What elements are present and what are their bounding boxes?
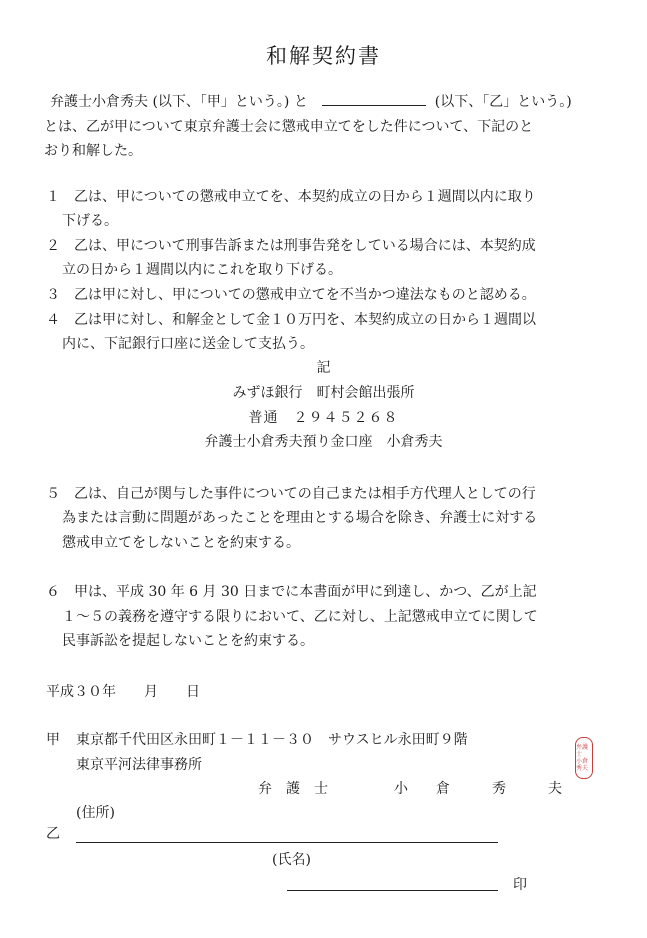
bank-account: 普通 ２９４５２６８ [248, 410, 399, 426]
clause-2-line-2: 立の日から１週間以内にこれを取り下げる。 [62, 262, 342, 278]
clause-6-line-1: ６ 甲は、平成 30 年 6 月 30 日までに本書面が甲に到達し、かつ、乙が上記 [46, 584, 537, 600]
clause-5-line-2: 為または言動に問題があったことを理由とする場合を除き、弁護士に対する [62, 510, 538, 526]
party-a-role: 弁 護 士 [258, 781, 328, 797]
clause-4-line-1: ４ 乙は甲に対し、和解金として金１０万円を、本契約成立の日から１週間以 [46, 312, 536, 328]
clause-4-line-2: 内に、下記銀行口座に送金して支払う。 [62, 336, 314, 352]
party-a-name: 小 倉 秀 夫 [394, 781, 562, 797]
intro-line-1 [50, 92, 572, 112]
party-b-stamp-mark: 印 [513, 877, 527, 893]
party-b-address-label: (住所) [76, 805, 115, 821]
bank-account-holder: 弁護士小倉秀夫預り金口座 小倉秀夫 [204, 434, 443, 450]
party-a-label: 甲 [46, 732, 60, 748]
party-b-label: 乙 [46, 826, 60, 842]
intro-party-b-text: (以下、「乙」という。) [434, 94, 572, 110]
clause-2-line-1: ２ 乙は、甲について刑事告訴または刑事告発をしている場合には、本契約成 [46, 238, 536, 254]
clause-3-line-1: ３ 乙は甲に対し、甲についての懲戒申立てを不当かつ違法なものと認める。 [46, 287, 536, 303]
bank-name: みずほ銀行 町村会館出張所 [232, 385, 415, 401]
party-b-name-blank [322, 105, 426, 106]
clause-1-line-2: 下げる。 [62, 213, 118, 229]
clause-5-line-3: 懲戒申立てをしないことを約束する。 [62, 535, 300, 551]
intro-line-2: とは、乙が甲について東京弁護士会に懲戒申立てをした件について、下記のと [44, 119, 534, 135]
party-a-office: 東京平河法律事務所 [76, 757, 202, 773]
clause-1-line-1: １ 乙は、甲についての懲戒申立てを、本契約成立の日から１週間以内に取り [46, 189, 536, 205]
document-title: 和解契約書 [266, 44, 381, 68]
clause-6-line-3: 民事訴訟を提起しないことを約束する。 [62, 633, 314, 649]
party-a-address: 東京都千代田区永田町１－１１－３０ サウスヒル永田町９階 [76, 732, 468, 748]
party-b-name-label: (氏名) [272, 852, 311, 868]
party-b-address-line [76, 842, 498, 843]
intro-party-a-text: 弁護士小倉秀夫 (以下、「甲」という。) と [50, 94, 308, 110]
intro-line-3: おり和解した。 [44, 143, 142, 159]
attorney-seal [575, 737, 593, 779]
ki-heading: 記 [316, 360, 331, 376]
clause-6-line-2: １～５の義務を遵守する限りにおいて、乙に対し、上記懲戒申立てに関して [62, 609, 538, 625]
seal-text-title: 弁護士 [576, 744, 589, 758]
signing-date: 平成３０年 月 日 [46, 684, 200, 700]
clause-5-line-1: ５ 乙は、自己が関与した事件についての自己または相手方代理人としての行 [46, 486, 536, 502]
party-b-name-line [287, 890, 498, 891]
seal-text-name: 小倉秀夫 [576, 758, 589, 772]
